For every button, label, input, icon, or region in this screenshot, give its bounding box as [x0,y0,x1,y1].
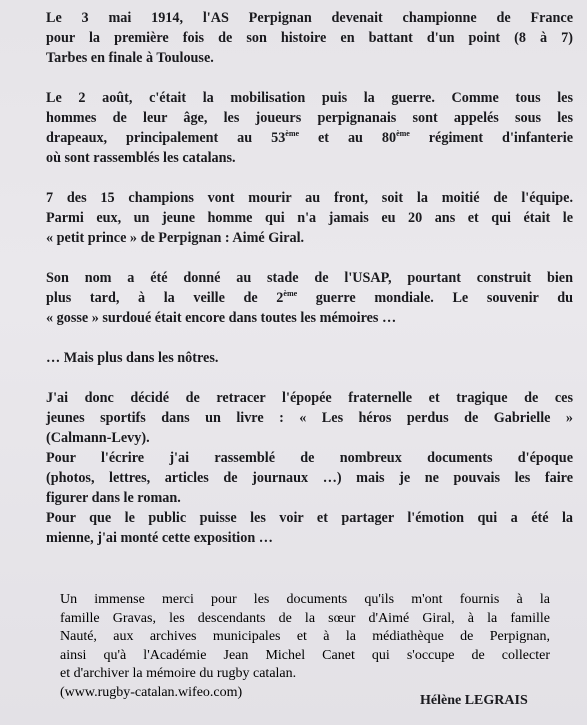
text-line: Parmi eux, un jeune homme qui n'a jamais eu 20 ans et qui était le [46,210,573,226]
author-signature: Hélène LEGRAIS [420,693,528,708]
text-line-with-superscript [46,288,573,308]
line-start: plus tard, à la veille de 2 [46,290,284,306]
superscript: ème [396,129,410,138]
line-end: guerre mondiale. Le souvenir du [297,290,573,306]
text-line: figurer dans le roman. [46,490,181,506]
text-line: « petit prince » de Perpignan : Aimé Giral. [46,230,305,246]
text-line: Son nom a été donné au stade de l'USAP, pourtant construit bien [46,270,573,286]
text-line: Le 2 août, c'était la mobilisation puis la guerre. Comme tous les [46,90,573,106]
text-line: Le 3 mai 1914, l'AS Perpignan devenait championne de France [46,10,573,26]
paragraph-1 [46,8,573,68]
text-line: jeunes sportifs dans un livre : « Les héros perdus de Gabrielle » [46,410,573,426]
superscript: ème [285,129,300,138]
text-line: hommes de leur âge, les joueurs perpignanais sont appelés sous les [46,110,573,126]
acknowledgements [60,591,550,702]
text-line: 7 des 15 champions vont mourir au front, soit la moitié de l'équipe. [46,190,573,206]
text-line: mienne, j'ai monté cette exposition … [46,530,273,546]
credits-line: ainsi qu'à l'Académie Jean Michel Canet qui s'occupe de collecter [60,647,550,663]
website-line: (www.rugby-catalan.wifeo.com) [60,684,243,700]
paragraph-5 [46,348,573,368]
superscript: ème [283,289,298,298]
paragraph-4 [46,268,573,328]
text-line: Pour que le public puisse les voir et partager l'émotion qui a été la [46,510,573,526]
line-start: drapeaux, principalement au 53 [46,130,286,146]
paragraph-2 [46,88,573,168]
credits-line: famille Gravas, les descendants de la sœur d'Aimé Giral, à la famille [60,610,550,626]
text-line: … Mais plus dans les nôtres. [46,350,219,366]
text-line: J'ai donc décidé de retracer l'épopée fraternelle et tragique de ces [46,390,573,406]
text-line: « gosse » surdoué était encore dans toutes les mémoires … [46,310,397,326]
text-line: Tarbes en finale à Toulouse. [46,50,214,66]
line-end: régiment d'infanterie [409,130,573,146]
text-line-with-superscripts [46,128,573,148]
text-line: pour la première fois de son histoire en battant d'un point (8 à 7) [46,30,573,46]
paragraph-3 [46,188,573,248]
paragraph-6 [46,388,573,548]
text-line: où sont rassemblés les catalans. [46,150,236,166]
text-line: Pour l'écrire j'ai rassemblé de nombreux documents d'époque [46,450,573,466]
credits-line: Nauté, aux archives municipales et à la médiathèque de Perpignan, [60,629,550,644]
credits-line: Un immense merci pour les documents qu'ils m'ont fournis à la [60,592,550,607]
text-line: (photos, lettres, articles de journaux …) mais je ne pouvais les faire [46,470,573,486]
line-middle: et au 80 [299,130,397,146]
text-line: (Calmann-Levy). [46,430,150,446]
credits-line: et d'archiver la mémoire du rugby catalan. [60,666,297,681]
